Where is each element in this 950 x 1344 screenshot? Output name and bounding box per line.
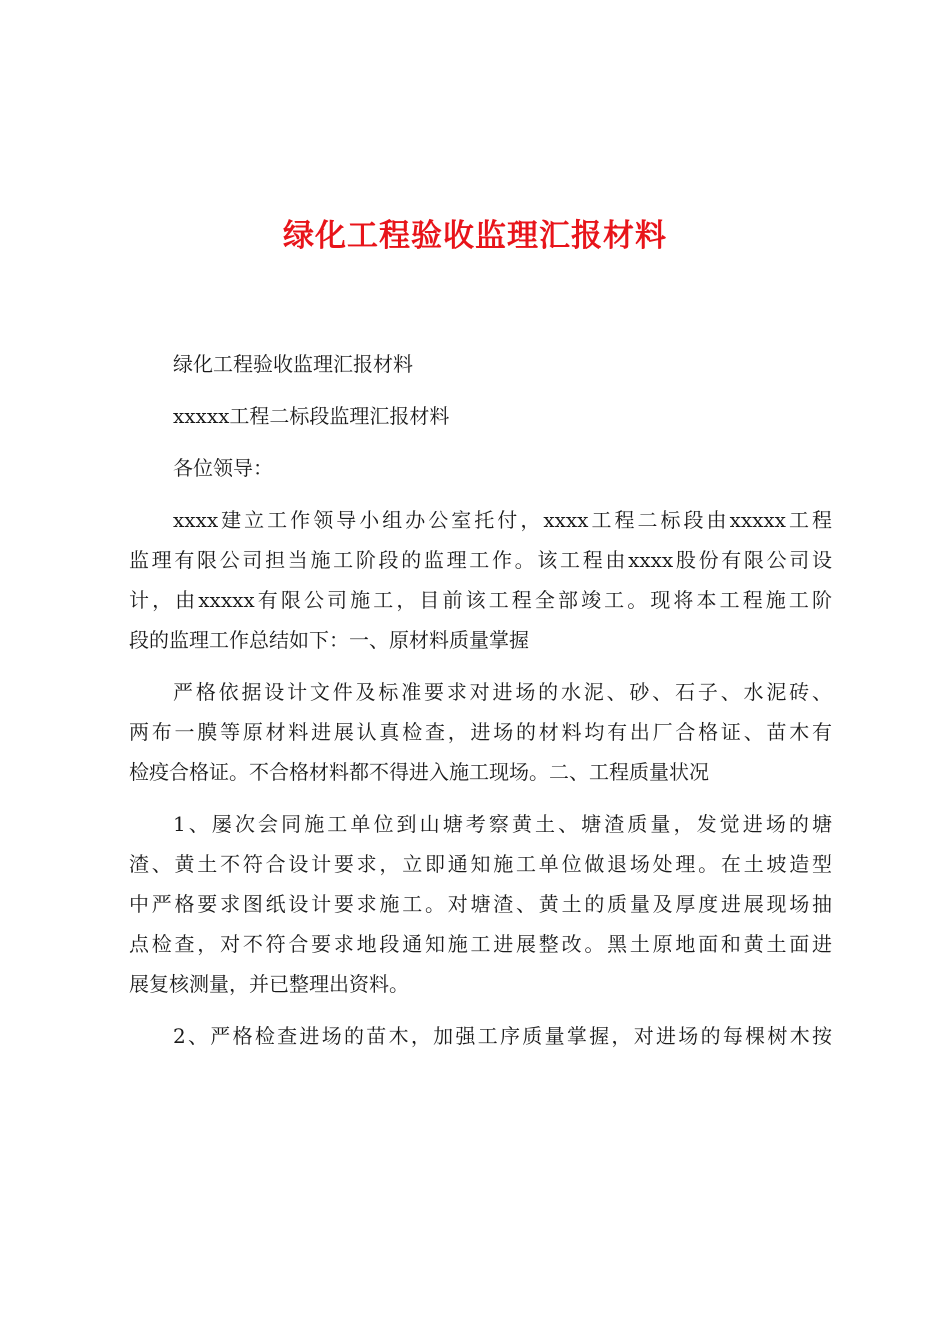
paragraph-line: 严格依据设计文件及标准要求对进场的水泥、砂、石子、水泥砖、 [173, 680, 832, 704]
paragraph-line: 两布一膜等原材料进展认真检查，进场的材料均有出厂合格证、苗木有 [129, 720, 832, 744]
salutation: 各位领导： [173, 456, 273, 480]
paragraph-line: 展复核测量，并已整理出资料。 [129, 972, 409, 996]
subtitle-line: xxxxx工程二标段监理汇报材料 [173, 404, 450, 428]
document-body [129, 344, 832, 1056]
paragraph-line: 段的监理工作总结如下：一、原材料质量掌握 [129, 628, 529, 652]
document-title: 绿化工程验收监理汇报材料 [283, 218, 667, 254]
paragraph-line: 渣、黄土不符合设计要求，立即通知施工单位做退场处理。在土坡造型 [129, 852, 832, 876]
paragraph-line: 监理有限公司担当施工阶段的监理工作。该工程由xxxx股份有限公司设 [129, 548, 832, 572]
paragraph-line: 中严格要求图纸设计要求施工。对塘渣、黄土的质量及厚度进展现场抽 [129, 892, 832, 916]
paragraph-line: xxxx建立工作领导小组办公室托付，xxxx工程二标段由xxxxx工程 [173, 508, 832, 532]
paragraph-line: 点检查，对不符合要求地段通知施工进展整改。黑土原地面和黄土面进 [129, 932, 832, 956]
paragraph-line: 2、严格检查进场的苗木，加强工序质量掌握，对进场的每棵树木按 [173, 1024, 832, 1048]
subtitle-line: 绿化工程验收监理汇报材料 [173, 352, 413, 376]
paragraph-line: 1、屡次会同施工单位到山塘考察黄土、塘渣质量，发觉进场的塘 [173, 812, 832, 836]
paragraph-line: 检疫合格证。不合格材料都不得进入施工现场。二、工程质量状况 [129, 760, 709, 784]
paragraph-line: 计，由xxxxx有限公司施工，目前该工程全部竣工。现将本工程施工阶 [129, 588, 832, 612]
